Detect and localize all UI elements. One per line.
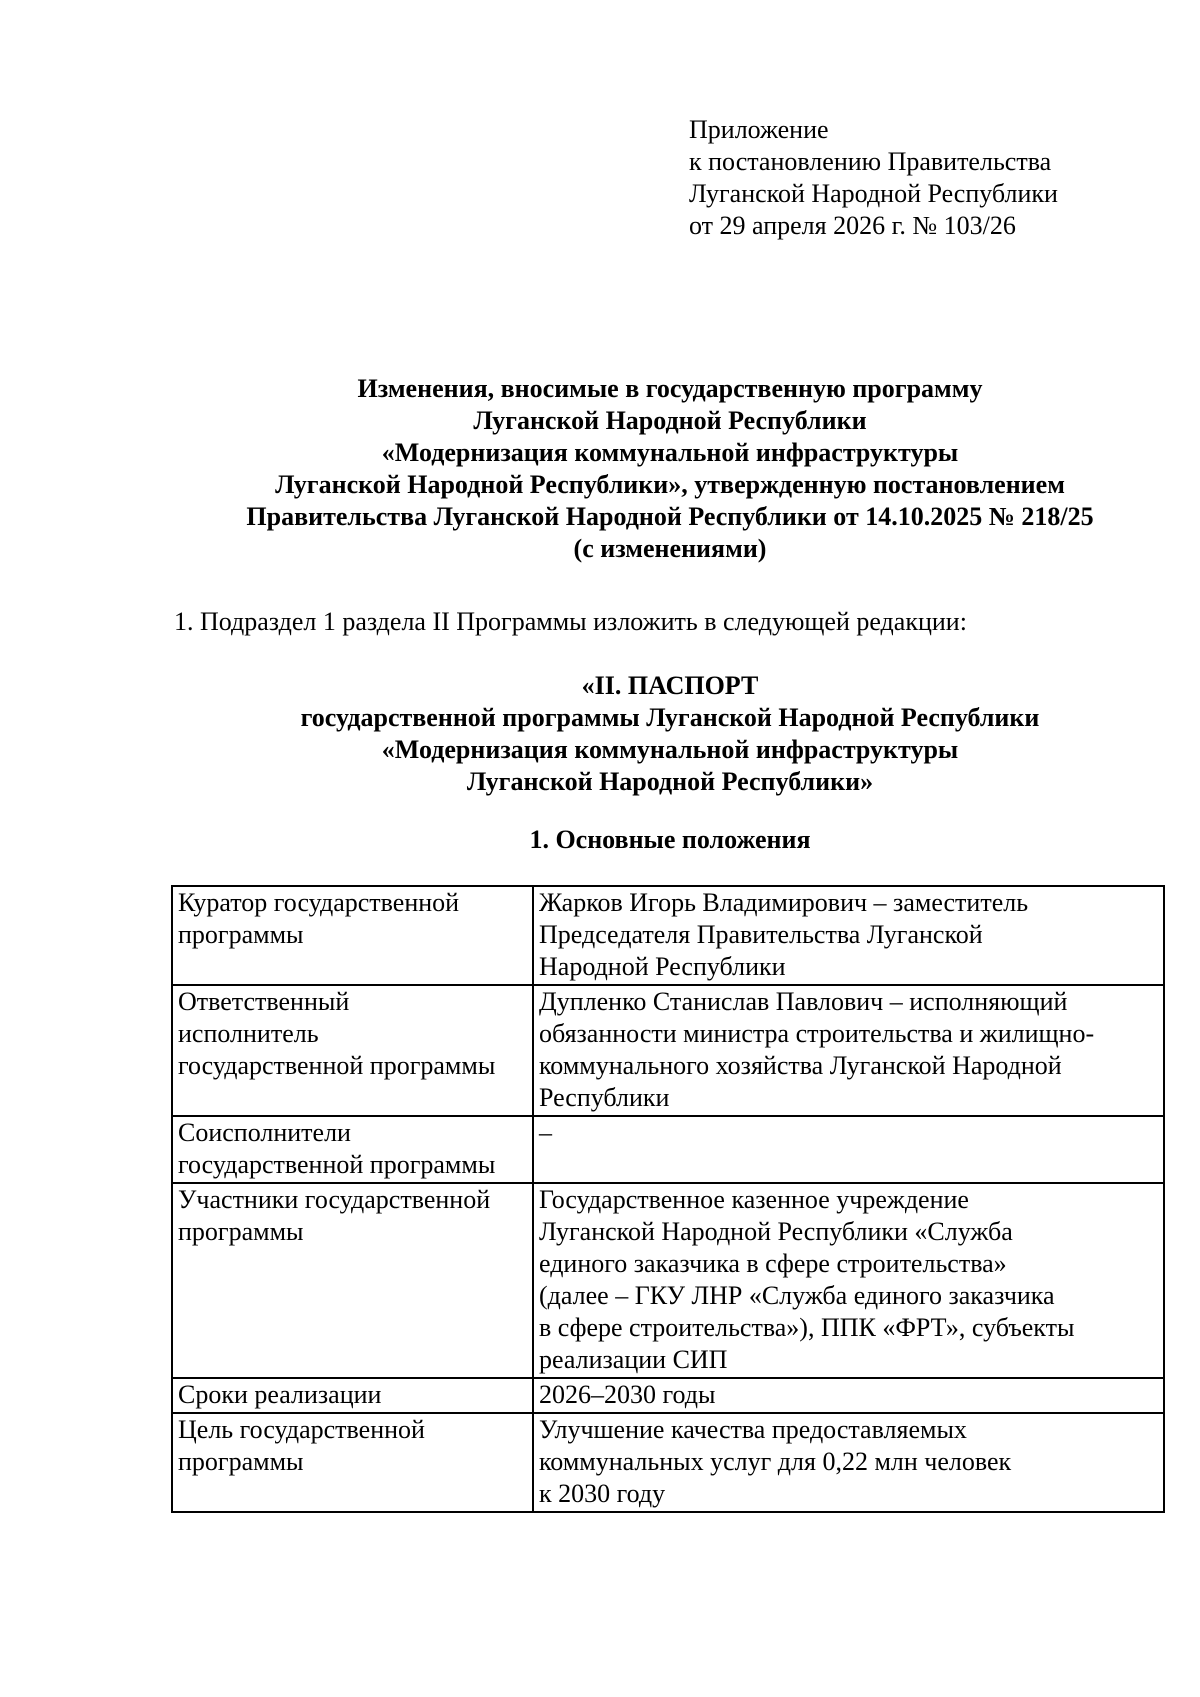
- title-line: Изменения, вносимые в государственную программу: [357, 374, 983, 403]
- cell-line: –: [539, 1118, 552, 1147]
- cell-line: Луганской Народной Республики «Служба: [539, 1217, 1013, 1246]
- row-value-cell: [533, 1413, 1164, 1512]
- cell-line: Сроки реализации: [178, 1380, 382, 1409]
- cell-line: Цель государственной: [178, 1415, 425, 1444]
- cell-line: Жарков Игорь Владимирович – заместитель: [539, 888, 1029, 917]
- cell-line: Участники государственной: [178, 1185, 491, 1214]
- cell-line: к 2030 году: [539, 1479, 666, 1508]
- appendix-line: от 29 апреля 2026 г. № 103/26: [689, 211, 1016, 240]
- cell-line: Дупленко Станислав Павлович – исполняющий: [539, 987, 1068, 1016]
- row-label-cell: [172, 886, 533, 985]
- row-label-cell: [172, 985, 533, 1116]
- cell-line: обязанности министра строительства и жилищно-: [539, 1019, 1095, 1048]
- cell-line: Республики: [539, 1083, 670, 1112]
- cell-line: реализации СИП: [539, 1345, 728, 1374]
- appendix-line: Приложение: [689, 115, 829, 144]
- title-line: (с изменениями): [573, 534, 767, 563]
- passport-line: «Модернизация коммунальной инфраструктуры: [381, 735, 959, 764]
- cell-line: в сфере строительства»), ППК «ФРТ», субъекты: [539, 1313, 1075, 1342]
- row-value-cell: [533, 985, 1164, 1116]
- title-line: Луганской Народной Республики», утвержденную постановлением: [275, 470, 1065, 499]
- cell-line: Народной Республики: [539, 952, 786, 981]
- row-label-cell: [172, 1116, 533, 1183]
- passport-line: Луганской Народной Республики»: [466, 767, 874, 796]
- cell-line: Куратор государственной: [178, 888, 460, 917]
- appendix-line: к постановлению Правительства: [689, 147, 1052, 176]
- row-value-cell: [533, 1116, 1164, 1183]
- passport-heading: [120, 670, 1200, 798]
- row-label-cell: [172, 1413, 533, 1512]
- row-value-cell: [533, 1183, 1164, 1378]
- main-provisions-table: [171, 885, 1165, 1513]
- cell-line: программы: [178, 920, 304, 949]
- table-row: [172, 886, 1164, 985]
- cell-line: Председателя Правительства Луганской: [539, 920, 983, 949]
- title-line: Луганской Народной Республики: [473, 406, 867, 435]
- cell-line: коммунальных услуг для 0,22 млн человек: [539, 1447, 1012, 1476]
- cell-line: коммунального хозяйства Луганской Народной: [539, 1051, 1062, 1080]
- table-row: [172, 1413, 1164, 1512]
- row-label-cell: [172, 1183, 533, 1378]
- passport-line: государственной программы Луганской Народной Республики: [300, 703, 1040, 732]
- table-row: [172, 1378, 1164, 1413]
- row-value-cell: [533, 1378, 1164, 1413]
- cell-line: Улучшение качества предоставляемых: [539, 1415, 967, 1444]
- passport-line: «II. ПАСПОРТ: [581, 671, 759, 700]
- cell-line: государственной программы: [178, 1051, 496, 1080]
- cell-line: Государственное казенное учреждение: [539, 1185, 969, 1214]
- table-row: [172, 1183, 1164, 1378]
- title-line: «Модернизация коммунальной инфраструктуры: [381, 438, 959, 467]
- table-row: [172, 985, 1164, 1116]
- amendment-item-1: 1. Подраздел 1 раздела II Программы изложить в следующей редакции:: [174, 607, 967, 636]
- appendix-line: Луганской Народной Республики: [689, 179, 1058, 208]
- table-row: [172, 1116, 1164, 1183]
- cell-line: исполнитель: [178, 1019, 319, 1048]
- cell-line: государственной программы: [178, 1150, 496, 1179]
- cell-line: 2026–2030 годы: [539, 1380, 716, 1409]
- cell-line: программы: [178, 1447, 304, 1476]
- cell-line: единого заказчика в сфере строительства»: [539, 1249, 1007, 1278]
- cell-line: Соисполнители: [178, 1118, 351, 1147]
- row-label-cell: [172, 1378, 533, 1413]
- appendix-block: [689, 114, 1169, 242]
- row-value-cell: [533, 886, 1164, 985]
- title-line: Правительства Луганской Народной Республики от 14.10.2025 № 218/25: [246, 502, 1094, 531]
- section-heading: 1. Основные положения: [529, 825, 811, 854]
- cell-line: Ответственный: [178, 987, 350, 1016]
- cell-line: программы: [178, 1217, 304, 1246]
- document-title: [120, 373, 1200, 565]
- cell-line: (далее – ГКУ ЛНР «Служба единого заказчика: [539, 1281, 1055, 1310]
